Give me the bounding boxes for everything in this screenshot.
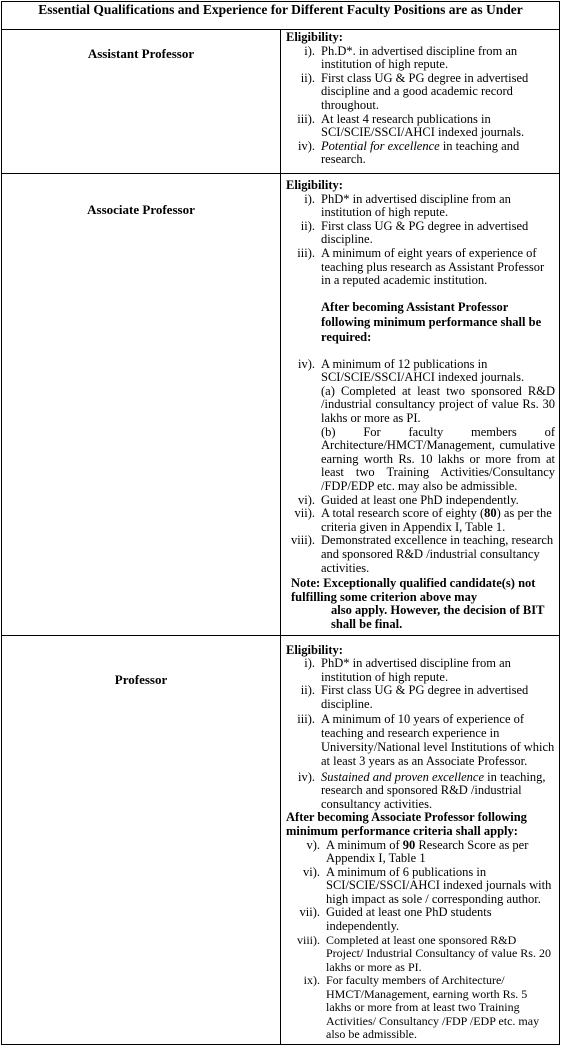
position-label: Associate Professor (87, 201, 195, 217)
list-item: ix). For faculty members of Architecture/ HMCT/Management, earning worth Rs. 5 lakhs or more from at least two Training Activities/ Consultancy /FDP /EDP etc. may also be admissible. (303, 973, 540, 1042)
list-item: vi). Guided at least one PhD independently. (297, 492, 519, 507)
list-item: i). PhD* in advertised discipline from an institution of high repute. (304, 656, 511, 684)
eligibility-heading: Eligibility: (286, 642, 343, 657)
table-row-assistant (2, 30, 560, 174)
list-item: viii). Demonstrated excellence in teaching, research and sponsored R&D /industrial consultancy activities. (291, 533, 554, 575)
qualifications-table (1, 1, 560, 1045)
sub-item-a: (a) Completed at least two sponsored R&D /industrial consultancy project of value Rs. 30 lakhs or more as PI. (321, 383, 555, 426)
list-item: iii). At least 4 research publications in SCI/SCIE/SSCI/AHCI indexed journals. (297, 111, 525, 140)
list-item: iii). A minimum of eight years of experience of teaching plus research as Assistant Professor in a reputed academic institution. (297, 245, 545, 288)
performance-heading: After becoming Associate Professor following minimum performance criteria shall apply: (286, 810, 527, 838)
eligibility-heading: Eligibility: (286, 30, 343, 44)
list-item: ii). First class UG & PG degree in advertised discipline and a good academic record throughout. (300, 70, 529, 112)
list-item: v). A minimum of 90 Research Score as per Appendix I, Table 1 (306, 837, 529, 866)
list-item: ii). First class UG & PG degree in advertised discipline. (300, 218, 529, 247)
list-item: i). PhD* in advertised discipline from an institution of high repute. (304, 191, 511, 220)
criteria-assistant (281, 30, 560, 174)
list-item: vii). Guided at least one PhD students independently. (299, 905, 492, 934)
position-label: Professor (114, 671, 168, 687)
table-title: Essential Qualifications and Experience for Different Faculty Positions are as Under (2, 2, 560, 30)
list-item: iii). A minimum of 10 years of experience of teaching and research experience in University/National level Institutions of which at least 3 years as an Associate Professor. (297, 711, 555, 768)
list-item: ii). First class UG & PG degree in advertised discipline. (300, 683, 529, 711)
list-item: vi). A minimum of 6 publications in SCI/SCIE/SSCI/AHCI indexed journals with high impact as sole / corresponding author. (302, 864, 552, 906)
list-item: viii). Completed at least one sponsored R&D Project/ Industrial Consultancy of value Rs. 20 lakhs or more as PI. (297, 932, 551, 974)
list-item: iv). A minimum of 12 publications in SCI/SCIE/SSCI/AHCI indexed journals. (297, 356, 525, 385)
sub-item-b: (b) For faculty members of Architecture/HMCT/Management, cumulative earning worth Rs. 10 lakhs or more from at least two Training Activities/Consultancy /FDP/EDP etc. may also be admissible. (321, 424, 555, 494)
eligibility-heading: Eligibility: (286, 177, 343, 192)
criteria-associate (281, 173, 560, 635)
list-item: vii). A total research score of eighty (80) as per the criteria given in Appendix I, Table 1. (294, 506, 552, 534)
list-item: iv). Potential for excellence in teaching and research. (297, 138, 520, 167)
position-label: Assistant Professor (87, 46, 195, 61)
position-associate (2, 173, 281, 635)
table-row-professor (2, 635, 560, 1044)
list-item: iv). Sustained and proven excellence in teaching, research and sponsored R&D /industrial consultancy activities. (297, 769, 546, 811)
note: Note: Exceptionally qualified candidate(s) not fulfilling some criterion above may also apply. However, the decision of BIT shall be final. (291, 576, 545, 631)
list-item: i). Ph.D*. in advertised discipline from an institution of high repute. (304, 43, 518, 72)
criteria-professor (281, 635, 560, 1044)
position-assistant (2, 30, 281, 174)
table-row-associate (2, 173, 560, 635)
position-professor (2, 635, 281, 1044)
performance-heading: After becoming Assistant Professor following minimum performance shall be required: (321, 299, 542, 344)
